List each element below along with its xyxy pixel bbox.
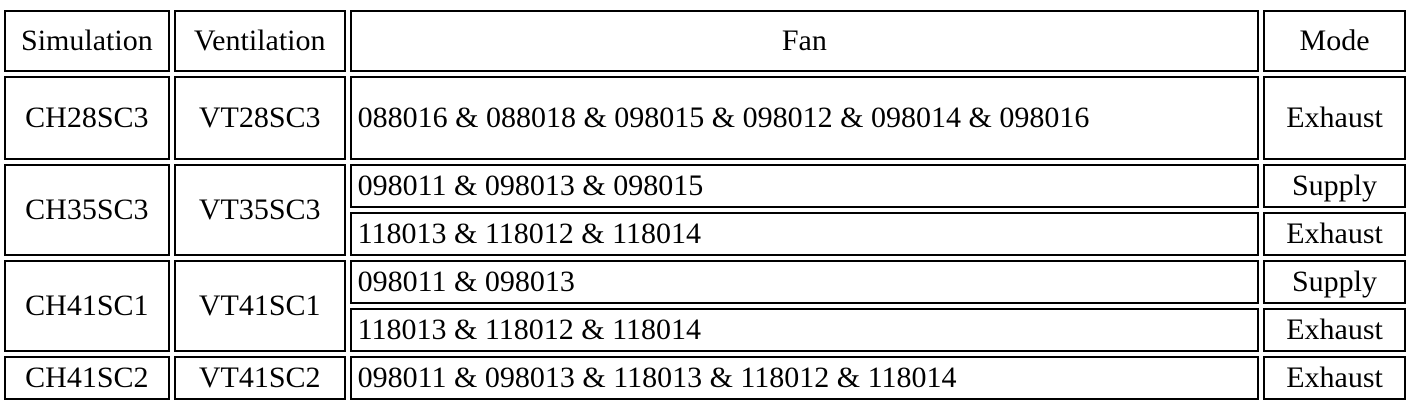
table-row xyxy=(4,164,1406,208)
mode-cell: Exhaust xyxy=(1263,356,1406,400)
header-row xyxy=(4,10,1406,72)
ventilation-cell: VT35SC3 xyxy=(174,164,346,256)
fan-cell: 098011 & 098013 & 118013 & 118012 & 118014 xyxy=(350,356,1259,400)
mode-cell: Supply xyxy=(1263,260,1406,304)
mode-cell: Exhaust xyxy=(1263,308,1406,352)
table-body xyxy=(4,76,1406,400)
mode-cell: Exhaust xyxy=(1263,212,1406,256)
fan-cell: 088016 & 088018 & 098015 & 098012 & 098014 & 098016 xyxy=(350,76,1259,160)
simulation-cell: CH35SC3 xyxy=(4,164,170,256)
fan-cell: 098011 & 098013 xyxy=(350,260,1259,304)
header-simulation: Simulation xyxy=(4,10,170,72)
simulation-cell: CH41SC2 xyxy=(4,356,170,400)
fan-cell: 098011 & 098013 & 098015 xyxy=(350,164,1259,208)
mode-cell: Supply xyxy=(1263,164,1406,208)
header-fan: Fan xyxy=(350,10,1259,72)
table-row xyxy=(4,356,1406,400)
fan-cell: 118013 & 118012 & 118014 xyxy=(350,308,1259,352)
simulation-cell: CH28SC3 xyxy=(4,76,170,160)
header-mode: Mode xyxy=(1263,10,1406,72)
ventilation-cell: VT41SC1 xyxy=(174,260,346,352)
table-header xyxy=(4,10,1406,72)
fan-simulation-table xyxy=(0,6,1410,404)
fan-cell: 118013 & 118012 & 118014 xyxy=(350,212,1259,256)
table-row xyxy=(4,76,1406,160)
header-ventilation: Ventilation xyxy=(174,10,346,72)
mode-cell: Exhaust xyxy=(1263,76,1406,160)
ventilation-cell: VT41SC2 xyxy=(174,356,346,400)
ventilation-cell: VT28SC3 xyxy=(174,76,346,160)
table-row xyxy=(4,260,1406,304)
simulation-cell: CH41SC1 xyxy=(4,260,170,352)
